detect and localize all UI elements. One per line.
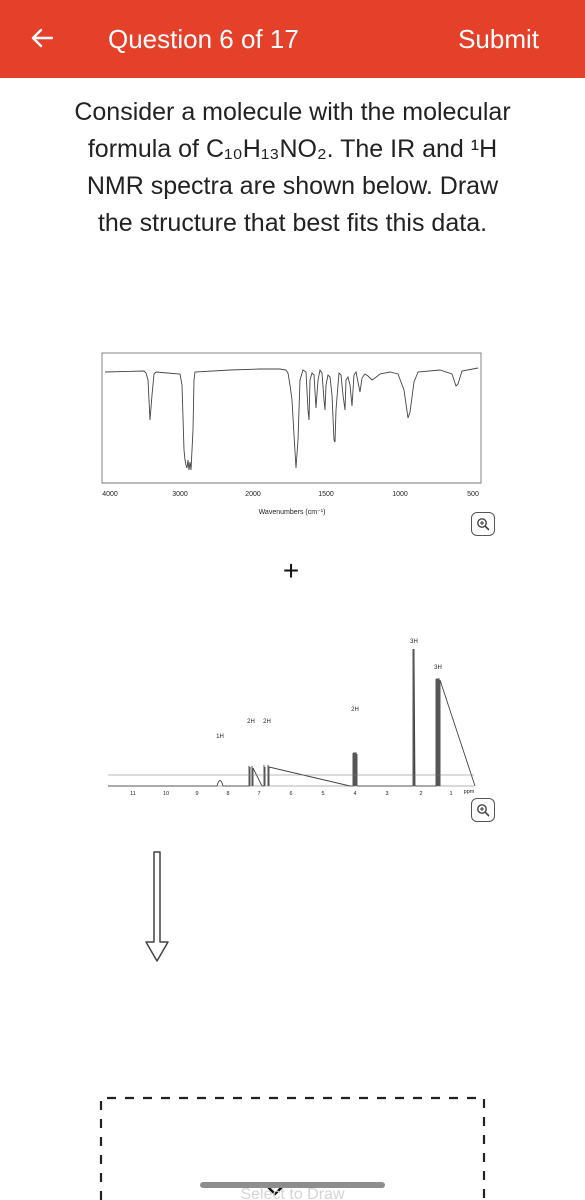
ir-tick-label: 500 [467, 491, 479, 498]
ir-axis-label: Wavenumbers (cm⁻¹) [258, 509, 326, 516]
nmr-tick-label: 9 [195, 791, 199, 797]
ir-tick-label: 4000 [102, 491, 118, 498]
ir-tick-label: 2000 [245, 491, 261, 498]
ir-tick-label: 1500 [318, 491, 334, 498]
nmr-spectrum [0, 625, 585, 790]
nmr-zoom-button[interactable] [471, 798, 495, 822]
zoom-in-icon [476, 803, 490, 817]
question-line: Consider a molecule with the molecular [74, 98, 511, 126]
nmr-x-axis [0, 785, 585, 815]
nmr-tick-label: 11 [130, 791, 136, 797]
top-bar [0, 0, 585, 78]
ir-tick-label: 1000 [392, 491, 408, 498]
back-button[interactable] [22, 18, 62, 58]
ir-x-axis [102, 483, 481, 516]
peak-label-2h: 2H [263, 719, 271, 725]
nmr-trace [108, 649, 475, 786]
peak-label-1h: 1H [216, 734, 224, 740]
submit-button[interactable]: Submit [458, 24, 539, 54]
arrow-left-icon [31, 28, 53, 48]
nmr-tick-label: 8 [226, 791, 230, 797]
question-line: formula of C₁₀H₁₃NO₂. The IR and ¹H [87, 135, 498, 163]
select-to-draw-label: Select to Draw [240, 1186, 345, 1200]
ir-trace [105, 368, 478, 470]
ir-tick-label: 3000 [172, 491, 188, 498]
nmr-axis-label: ppm [463, 789, 475, 795]
ir-zoom-button[interactable] [471, 512, 495, 536]
ir-spectrum [0, 340, 585, 530]
nmr-tick-label: 6 [289, 791, 293, 797]
nmr-tick-label: 4 [353, 791, 357, 797]
nmr-tick-label: 1 [449, 791, 453, 797]
question-counter: Question 6 of 17 [108, 24, 299, 54]
zoom-in-icon [476, 517, 490, 531]
add-button[interactable]: + [282, 555, 300, 586]
select-to-draw-button[interactable] [200, 1182, 385, 1200]
nmr-tick-label: 2 [419, 791, 423, 797]
peak-label-2h: 2H [247, 719, 255, 725]
nmr-tick-label: 10 [162, 791, 170, 797]
peak-label-2h: 2H [351, 707, 359, 713]
nmr-tick-label: 7 [257, 791, 261, 797]
question-line: NMR spectra are shown below. Draw [86, 172, 499, 200]
down-arrow-icon [140, 850, 174, 965]
question-line: the structure that best fits this data. [97, 209, 488, 237]
question-text [20, 94, 565, 242]
peak-label-3h: 3H [434, 665, 442, 671]
nmr-tick-label: 5 [321, 791, 325, 797]
nmr-tick-label: 3 [385, 791, 389, 797]
peak-label-3h: 3H [410, 639, 418, 645]
